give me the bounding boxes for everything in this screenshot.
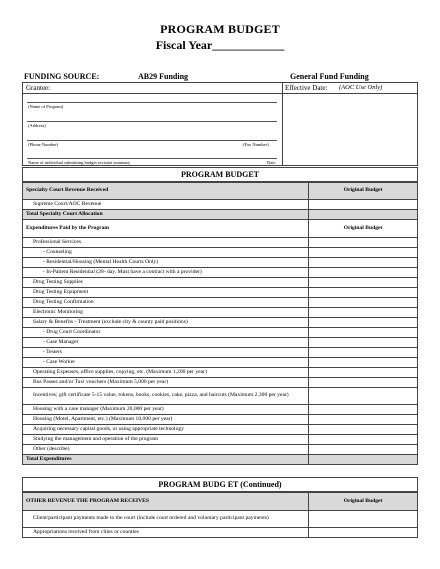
expenditure-label: Operating Expenses, office supplies, copying, etc. (Maximum 1,200 per year) bbox=[23, 368, 309, 378]
expenditure-label: Acquiring necessary capital goods, or using appropriate technology bbox=[23, 425, 309, 435]
expenditure-value[interactable] bbox=[309, 328, 418, 338]
name-of-program-caption: (Name of Program) bbox=[28, 104, 64, 109]
table-row bbox=[23, 368, 418, 378]
appropriations-value[interactable] bbox=[309, 528, 418, 538]
table-row bbox=[23, 248, 418, 258]
expenditure-value[interactable] bbox=[309, 388, 418, 405]
expenditure-value[interactable] bbox=[309, 288, 418, 298]
expenditure-label: - Testers bbox=[23, 348, 309, 358]
expenditure-label: Housing with a case manager (Maximum 20,000 per year) bbox=[23, 405, 309, 415]
table-row bbox=[23, 378, 418, 388]
fiscal-year: Fiscal Year____________ bbox=[155, 38, 285, 52]
expenditure-label: Salary & Benefits - Treatment (exclude city & county paid positions) bbox=[23, 318, 309, 328]
expenditure-value[interactable] bbox=[309, 258, 418, 268]
expenditure-value[interactable] bbox=[309, 308, 418, 318]
table-row bbox=[23, 318, 418, 328]
table-row bbox=[23, 338, 418, 348]
expenditure-value[interactable] bbox=[309, 298, 418, 308]
expenditure-value[interactable] bbox=[309, 445, 418, 455]
expenditure-label: - Residential/Housing (Mental Health Courts Only) bbox=[23, 258, 309, 268]
table-row bbox=[23, 445, 418, 455]
table-row bbox=[23, 238, 418, 248]
table-row bbox=[23, 358, 418, 368]
expenditure-label: Studying the management and operation of the program bbox=[23, 435, 309, 445]
expenditure-label: - In-Patient Residential (28- day. Must have a contract with a provider) bbox=[23, 268, 309, 278]
table-row bbox=[23, 298, 418, 308]
program-budget-heading: PROGRAM BUDGET bbox=[22, 167, 418, 182]
total-specialty-row: Total Specialty Court Allocation bbox=[23, 210, 309, 220]
expenditure-value[interactable] bbox=[309, 368, 418, 378]
expenditure-label: Bus Passes and/or Taxi vouchers (Maximum 5,000 per year) bbox=[23, 378, 309, 388]
expenditure-label: - Drug Court Coordinator bbox=[23, 328, 309, 338]
expenditure-value[interactable] bbox=[309, 238, 418, 248]
total-expenditures-value[interactable] bbox=[309, 455, 418, 465]
fax-caption: (Fax Number) bbox=[243, 142, 269, 147]
table-row bbox=[23, 348, 418, 358]
address-caption: (Address) bbox=[28, 123, 46, 128]
expenditure-label: Drug Testing Supplies bbox=[23, 278, 309, 288]
expenditure-value[interactable] bbox=[309, 435, 418, 445]
expenditure-value[interactable] bbox=[309, 405, 418, 415]
expenditure-label: Incentives; gift certificate 5-15 value, tokens, books, cookies, cake, pizza, and haircuts (Maximum 2,300 per year) bbox=[23, 388, 309, 405]
expenditure-label: Housing (Motel, Apartment, etc.) (Maximum 10,000 per year) bbox=[23, 415, 309, 425]
table-row bbox=[23, 258, 418, 268]
aoc-use-only: (AOC Use Only) bbox=[339, 84, 383, 91]
program-budget-continued-heading: PROGRAM BUDG ET (Continued) bbox=[22, 477, 418, 492]
table-row bbox=[23, 415, 418, 425]
expenditure-label: Other (describe) bbox=[23, 445, 309, 455]
grantee-label: Grantee: bbox=[26, 84, 51, 92]
submitter-caption: Name of individual submitting budget revision summary bbox=[28, 160, 131, 165]
expenditure-label: - Case Worker bbox=[23, 358, 309, 368]
table-row bbox=[23, 278, 418, 288]
table-row bbox=[23, 405, 418, 415]
total-specialty-value[interactable] bbox=[309, 210, 418, 220]
table-row bbox=[23, 268, 418, 278]
expenditure-value[interactable] bbox=[309, 248, 418, 258]
original-budget-header: Original Budget bbox=[309, 183, 418, 200]
table-row bbox=[23, 425, 418, 435]
expenditure-value[interactable] bbox=[309, 338, 418, 348]
table-row bbox=[23, 308, 418, 318]
table-row bbox=[23, 328, 418, 338]
expenditure-value[interactable] bbox=[309, 278, 418, 288]
funding-source-label: FUNDING SOURCE: bbox=[24, 72, 100, 81]
table-row bbox=[23, 388, 418, 405]
appropriations-row: Appropriations received from cities or counties bbox=[23, 528, 309, 538]
table-row bbox=[23, 435, 418, 445]
other-revenue-header: OTHER REVENUE THE PROGRAM RECEIVES bbox=[23, 493, 309, 511]
expenditure-list bbox=[23, 238, 418, 455]
supreme-court-value[interactable] bbox=[309, 200, 418, 210]
total-expenditures-row: Total Expenditures bbox=[23, 455, 309, 465]
funding-source-value: AB29 Funding bbox=[138, 72, 189, 81]
original-budget-header-2: Original Budget bbox=[309, 220, 418, 238]
table-row bbox=[23, 288, 418, 298]
page-title: PROGRAM BUDGET bbox=[160, 22, 280, 36]
expenditure-label: - Counseling bbox=[23, 248, 309, 258]
expenditure-value[interactable] bbox=[309, 425, 418, 435]
expenditure-value[interactable] bbox=[309, 358, 418, 368]
expenditure-label: Electronic Monitoring bbox=[23, 308, 309, 318]
expenditure-value[interactable] bbox=[309, 378, 418, 388]
effective-date-label: Effective Date: bbox=[285, 84, 328, 92]
original-budget-header-3: Original Budget bbox=[309, 493, 418, 511]
phone-caption: (Phone Number) bbox=[28, 142, 59, 147]
expenditure-value[interactable] bbox=[309, 348, 418, 358]
expenditure-label: Professional Services bbox=[23, 238, 309, 248]
date-caption: Date bbox=[267, 160, 276, 165]
client-payments-row: Client/participant payments made to the court (include court ordered and voluntary participant payments) bbox=[23, 511, 309, 528]
expenditure-label: Drug Testing Equipment bbox=[23, 288, 309, 298]
grantee-box bbox=[22, 82, 418, 166]
expenditure-value[interactable] bbox=[309, 318, 418, 328]
expenditure-value[interactable] bbox=[309, 415, 418, 425]
specialty-revenue-header: Specialty Court Revenue Received bbox=[23, 183, 309, 200]
general-fund-label: General Fund Funding bbox=[290, 72, 369, 81]
expenditure-label: - Case Manager bbox=[23, 338, 309, 348]
expenditure-label: Drug Testing Confirmation bbox=[23, 298, 309, 308]
budget-table bbox=[22, 182, 418, 465]
expenditures-header: Expenditures Paid by the Program bbox=[23, 220, 309, 238]
supreme-court-row: Supreme Court/AOC Revenue bbox=[23, 200, 309, 210]
expenditure-value[interactable] bbox=[309, 268, 418, 278]
client-payments-value[interactable] bbox=[309, 511, 418, 528]
other-revenue-table bbox=[22, 492, 418, 538]
